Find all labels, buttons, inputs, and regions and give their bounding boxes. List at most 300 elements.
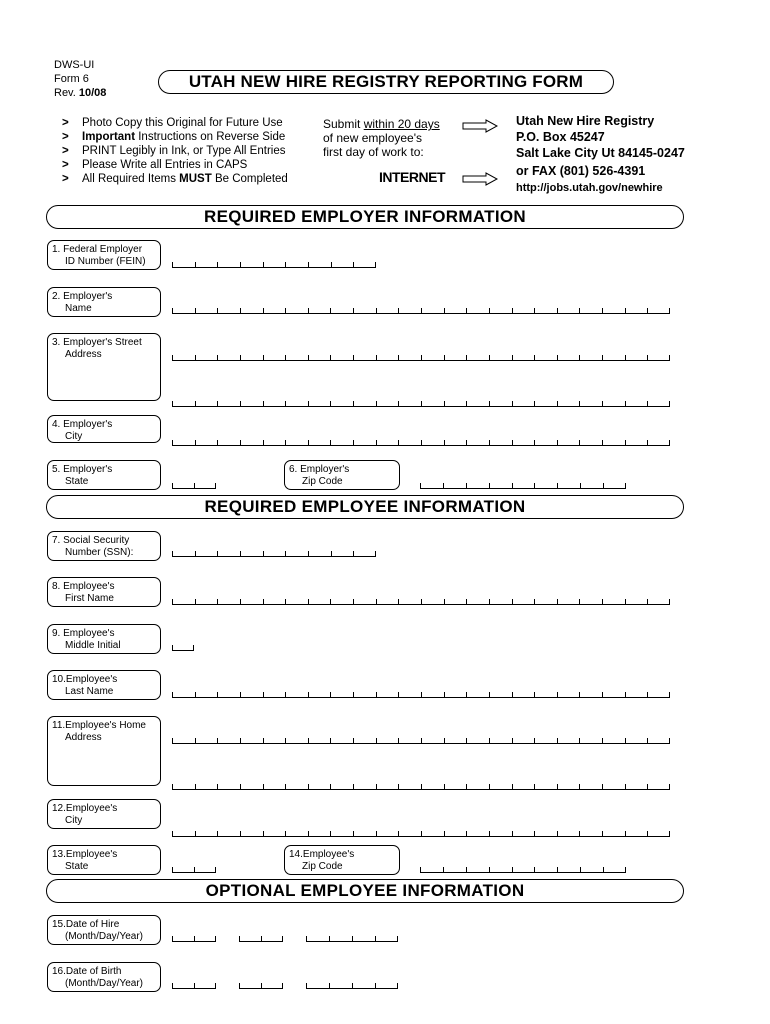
char-box-tick	[466, 440, 467, 445]
char-box-tick	[625, 738, 626, 743]
char-box-tick	[285, 262, 286, 267]
section-employer-header: REQUIRED EMPLOYER INFORMATION	[46, 205, 684, 229]
char-box-tick	[330, 738, 331, 743]
employee-first-name-input[interactable]	[172, 597, 670, 605]
char-box-tick	[172, 645, 173, 650]
char-box-tick	[217, 599, 218, 604]
char-box-tick	[557, 308, 558, 313]
char-box-tick	[625, 355, 626, 360]
char-box-tick	[172, 983, 173, 988]
char-box-tick	[330, 308, 331, 313]
char-box-tick	[172, 308, 173, 313]
char-box-tick	[375, 983, 376, 988]
char-box-tick	[217, 355, 218, 360]
char-box-tick	[285, 355, 286, 360]
employee-city-input[interactable]	[172, 829, 670, 837]
instructions-list	[62, 116, 288, 186]
char-box-tick	[489, 440, 490, 445]
instruction-item: > All Required Items MUST Be Completed	[62, 173, 288, 185]
char-box-tick	[625, 784, 626, 789]
char-box-tick	[557, 738, 558, 743]
char-box-tick	[217, 308, 218, 313]
char-box-tick	[282, 936, 283, 941]
char-box-tick	[285, 440, 286, 445]
employee-address-line1-input[interactable]	[172, 736, 670, 744]
char-box-tick	[215, 867, 216, 872]
char-box-tick	[466, 831, 467, 836]
char-box-tick	[240, 440, 241, 445]
char-box-tick	[625, 308, 626, 313]
char-box-tick	[444, 784, 445, 789]
employee-state-input[interactable]	[172, 865, 216, 873]
char-box-tick	[308, 551, 309, 556]
char-box-tick	[217, 401, 218, 406]
char-box-tick	[512, 401, 513, 406]
char-box-tick	[308, 738, 309, 743]
label-employee-state: 13.Employee's State	[47, 845, 161, 875]
char-box-tick	[353, 831, 354, 836]
char-box-tick	[195, 308, 196, 313]
employee-zip-input[interactable]	[420, 865, 626, 873]
birth-day-input[interactable]	[239, 981, 283, 989]
char-box-tick	[172, 551, 173, 556]
char-box-tick	[353, 440, 354, 445]
char-box-tick	[352, 983, 353, 988]
char-box-tick	[625, 692, 626, 697]
char-box-tick	[352, 936, 353, 941]
char-box-tick	[398, 738, 399, 743]
char-box-tick	[466, 355, 467, 360]
char-box-tick	[443, 867, 444, 872]
char-box-tick	[195, 692, 196, 697]
char-box-tick	[512, 831, 513, 836]
char-box-tick	[603, 483, 604, 488]
char-box-tick	[195, 831, 196, 836]
hire-month-input[interactable]	[172, 934, 216, 942]
char-box-tick	[397, 936, 398, 941]
char-box-tick	[534, 599, 535, 604]
char-box-tick	[240, 738, 241, 743]
char-box-tick	[353, 551, 354, 556]
char-box-tick	[195, 401, 196, 406]
instruction-item: > Important Instructions on Reverse Side	[62, 131, 286, 143]
char-box-tick	[263, 262, 264, 267]
employee-last-name-input[interactable]	[172, 690, 670, 698]
char-box-tick	[603, 867, 604, 872]
label-date-of-birth: 16.Date of Birth (Month/Day/Year)	[47, 962, 161, 992]
char-box-tick	[172, 831, 173, 836]
label-employer-city: 4. Employer's City	[47, 415, 161, 443]
arrow-right-icon	[462, 119, 498, 133]
employer-address-line1-input[interactable]	[172, 353, 670, 361]
label-fein: 1. Federal Employer ID Number (FEIN)	[47, 240, 161, 270]
char-box-tick	[239, 936, 240, 941]
char-box-tick	[534, 692, 535, 697]
char-box-tick	[172, 355, 173, 360]
char-box-tick	[579, 440, 580, 445]
char-box-tick	[579, 355, 580, 360]
form-revision: Rev. 10/08	[54, 87, 107, 99]
char-box-tick	[263, 599, 264, 604]
char-box-tick	[512, 738, 513, 743]
char-box-tick	[489, 738, 490, 743]
char-box-tick	[421, 308, 422, 313]
char-box-tick	[375, 936, 376, 941]
char-box-tick	[195, 551, 196, 556]
char-box-tick	[195, 262, 196, 267]
char-box-tick	[602, 440, 603, 445]
char-box-tick	[398, 692, 399, 697]
char-box-tick	[669, 692, 670, 697]
char-box-tick	[512, 692, 513, 697]
char-box-tick	[579, 401, 580, 406]
section-employee-header: REQUIRED EMPLOYEE INFORMATION	[46, 495, 684, 519]
char-box-tick	[172, 262, 173, 267]
char-box-tick	[215, 483, 216, 488]
char-box-tick	[263, 440, 264, 445]
char-box-tick	[398, 831, 399, 836]
char-box-tick	[285, 308, 286, 313]
hire-year-input[interactable]	[306, 934, 398, 942]
char-box-tick	[330, 440, 331, 445]
form-title: UTAH NEW HIRE REGISTRY REPORTING FORM	[158, 70, 614, 94]
char-box-tick	[466, 483, 467, 488]
char-box-tick	[308, 355, 309, 360]
char-box-tick	[420, 867, 421, 872]
char-box-tick	[172, 599, 173, 604]
char-box-tick	[263, 784, 264, 789]
char-box-tick	[353, 738, 354, 743]
char-box-tick	[512, 308, 513, 313]
char-box-tick	[534, 308, 535, 313]
char-box-tick	[308, 308, 309, 313]
char-box-tick	[398, 440, 399, 445]
hire-day-input[interactable]	[239, 934, 283, 942]
char-box-tick	[195, 784, 196, 789]
char-box-tick	[398, 355, 399, 360]
char-box-tick	[557, 867, 558, 872]
employee-address-line2-input[interactable]	[172, 782, 670, 790]
char-box-tick	[217, 831, 218, 836]
char-box-tick	[625, 483, 626, 488]
label-date-of-hire: 15.Date of Hire (Month/Day/Year)	[47, 915, 161, 945]
char-box-tick	[263, 308, 264, 313]
char-box-tick	[397, 983, 398, 988]
char-box-tick	[669, 599, 670, 604]
char-box-tick	[285, 831, 286, 836]
char-box-tick	[602, 308, 603, 313]
char-box-tick	[602, 599, 603, 604]
char-box-tick	[534, 483, 535, 488]
char-box-tick	[217, 440, 218, 445]
label-employee-city: 12.Employee's City	[47, 799, 161, 829]
char-box-tick	[285, 401, 286, 406]
char-box-tick	[557, 483, 558, 488]
char-box-tick	[331, 262, 332, 267]
char-box-tick	[602, 784, 603, 789]
char-box-tick	[557, 355, 558, 360]
char-box-tick	[489, 692, 490, 697]
char-box-tick	[308, 262, 309, 267]
char-box-tick	[376, 692, 377, 697]
char-box-tick	[466, 308, 467, 313]
char-box-tick	[557, 401, 558, 406]
char-box-tick	[240, 551, 241, 556]
char-box-tick	[669, 738, 670, 743]
char-box-tick	[602, 692, 603, 697]
char-box-tick	[376, 738, 377, 743]
char-box-tick	[263, 831, 264, 836]
char-box-tick	[330, 831, 331, 836]
char-box-tick	[172, 867, 173, 872]
char-box-tick	[285, 599, 286, 604]
char-box-tick	[579, 692, 580, 697]
char-box-tick	[534, 355, 535, 360]
char-box-tick	[172, 440, 173, 445]
char-box-tick	[579, 308, 580, 313]
char-box-tick	[421, 738, 422, 743]
char-box-tick	[398, 784, 399, 789]
char-box-tick	[647, 831, 648, 836]
char-box-tick	[647, 440, 648, 445]
char-box-tick	[512, 440, 513, 445]
char-box-tick	[308, 440, 309, 445]
char-box-tick	[466, 401, 467, 406]
char-box-tick	[330, 692, 331, 697]
char-box-tick	[647, 401, 648, 406]
submit-instructions: Submit within 20 days of new employee's first day of work to:	[323, 117, 440, 159]
char-box-tick	[308, 692, 309, 697]
birth-month-input[interactable]	[172, 981, 216, 989]
employee-middle-initial-input[interactable]	[172, 643, 194, 651]
char-box-tick	[285, 551, 286, 556]
registry-city: Salt Lake City Ut 84145-0247	[516, 146, 685, 160]
char-box-tick	[647, 784, 648, 789]
char-box-tick	[263, 355, 264, 360]
char-box-tick	[398, 599, 399, 604]
char-box-tick	[285, 692, 286, 697]
char-box-tick	[444, 692, 445, 697]
registry-name: Utah New Hire Registry	[516, 114, 655, 128]
char-box-tick	[580, 867, 581, 872]
char-box-tick	[444, 308, 445, 313]
char-box-tick	[263, 738, 264, 743]
char-box-tick	[195, 355, 196, 360]
char-box-tick	[240, 355, 241, 360]
char-box-tick	[172, 936, 173, 941]
char-box-tick	[353, 355, 354, 360]
char-box-tick	[239, 983, 240, 988]
char-box-tick	[172, 483, 173, 488]
registry-url: http://jobs.utah.gov/newhire	[516, 182, 663, 194]
label-employer-street-address: 3. Employer's Street Address	[47, 333, 161, 401]
char-box-tick	[534, 440, 535, 445]
form-number: Form 6	[54, 73, 89, 85]
char-box-tick	[240, 401, 241, 406]
char-box-tick	[489, 831, 490, 836]
char-box-tick	[421, 831, 422, 836]
char-box-tick	[512, 867, 513, 872]
char-box-tick	[421, 355, 422, 360]
char-box-tick	[285, 784, 286, 789]
char-box-tick	[512, 483, 513, 488]
char-box-tick	[240, 599, 241, 604]
label-employee-home-address: 11.Employee's Home Address	[47, 716, 161, 786]
label-employee-last-name: 10.Employee's Last Name	[47, 670, 161, 700]
char-box-tick	[353, 599, 354, 604]
char-box-tick	[466, 867, 467, 872]
char-box-tick	[489, 308, 490, 313]
ssn-input[interactable]	[172, 549, 376, 557]
char-box-tick	[376, 355, 377, 360]
char-box-tick	[580, 483, 581, 488]
char-box-tick	[534, 784, 535, 789]
char-box-tick	[602, 401, 603, 406]
employer-address-line2-input[interactable]	[172, 399, 670, 407]
char-box-tick	[240, 831, 241, 836]
char-box-tick	[647, 599, 648, 604]
char-box-tick	[421, 401, 422, 406]
char-box-tick	[602, 355, 603, 360]
char-box-tick	[172, 784, 173, 789]
char-box-tick	[217, 692, 218, 697]
char-box-tick	[466, 599, 467, 604]
internet-label: INTERNET	[379, 169, 445, 185]
char-box-tick	[398, 401, 399, 406]
employer-name-input[interactable]	[172, 306, 670, 314]
char-box-tick	[353, 308, 354, 313]
char-box-tick	[240, 262, 241, 267]
char-box-tick	[306, 936, 307, 941]
char-box-tick	[489, 599, 490, 604]
char-box-tick	[443, 483, 444, 488]
char-box-tick	[331, 551, 332, 556]
char-box-tick	[444, 599, 445, 604]
char-box-tick	[261, 983, 262, 988]
instruction-item: > Photo Copy this Original for Future Use	[62, 117, 283, 129]
char-box-tick	[376, 831, 377, 836]
char-box-tick	[421, 599, 422, 604]
char-box-tick	[308, 599, 309, 604]
char-box-tick	[512, 355, 513, 360]
char-box-tick	[263, 551, 264, 556]
char-box-tick	[579, 738, 580, 743]
char-box-tick	[489, 483, 490, 488]
char-box-tick	[466, 692, 467, 697]
char-box-tick	[466, 784, 467, 789]
char-box-tick	[329, 936, 330, 941]
char-box-tick	[330, 401, 331, 406]
char-box-tick	[195, 599, 196, 604]
char-box-tick	[647, 308, 648, 313]
char-box-tick	[557, 831, 558, 836]
char-box-tick	[557, 440, 558, 445]
char-box-tick	[466, 738, 467, 743]
char-box-tick	[353, 401, 354, 406]
employer-state-input[interactable]	[172, 481, 216, 489]
char-box-tick	[421, 440, 422, 445]
char-box-tick	[444, 738, 445, 743]
label-employer-zip: 6. Employer's Zip Code	[284, 460, 400, 490]
char-box-tick	[172, 401, 173, 406]
char-box-tick	[489, 355, 490, 360]
char-box-tick	[329, 983, 330, 988]
employer-zip-input[interactable]	[420, 481, 626, 489]
char-box-tick	[376, 308, 377, 313]
employer-city-input[interactable]	[172, 438, 670, 446]
char-box-tick	[557, 599, 558, 604]
char-box-tick	[579, 784, 580, 789]
char-box-tick	[261, 936, 262, 941]
char-box-tick	[421, 784, 422, 789]
char-box-tick	[330, 784, 331, 789]
char-box-tick	[353, 784, 354, 789]
char-box-tick	[194, 983, 195, 988]
char-box-tick	[669, 355, 670, 360]
char-box-tick	[647, 355, 648, 360]
char-box-tick	[557, 784, 558, 789]
char-box-tick	[489, 401, 490, 406]
char-box-tick	[625, 440, 626, 445]
char-box-tick	[263, 401, 264, 406]
char-box-tick	[398, 308, 399, 313]
label-employee-first-name: 8. Employee's First Name	[47, 577, 161, 607]
char-box-tick	[669, 401, 670, 406]
char-box-tick	[557, 692, 558, 697]
char-box-tick	[625, 401, 626, 406]
char-box-tick	[282, 983, 283, 988]
char-box-tick	[263, 692, 264, 697]
form-identifier	[54, 58, 106, 100]
char-box-tick	[602, 738, 603, 743]
char-box-tick	[217, 784, 218, 789]
char-box-tick	[285, 738, 286, 743]
label-employee-middle-initial: 9. Employee's Middle Initial	[47, 624, 161, 654]
char-box-tick	[444, 440, 445, 445]
char-box-tick	[625, 831, 626, 836]
char-box-tick	[444, 355, 445, 360]
char-box-tick	[306, 983, 307, 988]
char-box-tick	[308, 831, 309, 836]
registry-address	[516, 113, 685, 196]
char-box-tick	[376, 784, 377, 789]
section-optional-header: OPTIONAL EMPLOYEE INFORMATION	[46, 879, 684, 903]
char-box-tick	[330, 599, 331, 604]
char-box-tick	[193, 645, 194, 650]
char-box-tick	[376, 401, 377, 406]
registry-fax: or FAX (801) 526-4391	[516, 164, 646, 178]
char-box-tick	[215, 983, 216, 988]
char-box-tick	[376, 440, 377, 445]
char-box-tick	[625, 867, 626, 872]
char-box-tick	[669, 831, 670, 836]
char-box-tick	[308, 784, 309, 789]
label-employer-name: 2. Employer's Name	[47, 287, 161, 317]
char-box-tick	[194, 936, 195, 941]
char-box-tick	[534, 831, 535, 836]
instruction-item: > PRINT Legibly in Ink, or Type All Entries	[62, 145, 286, 157]
char-box-tick	[512, 784, 513, 789]
char-box-tick	[215, 936, 216, 941]
char-box-tick	[308, 401, 309, 406]
char-box-tick	[669, 308, 670, 313]
char-box-tick	[194, 867, 195, 872]
label-employee-zip: 14.Employee's Zip Code	[284, 845, 400, 875]
birth-year-input[interactable]	[306, 981, 398, 989]
char-box-tick	[240, 784, 241, 789]
char-box-tick	[647, 692, 648, 697]
fein-input[interactable]	[172, 260, 376, 268]
